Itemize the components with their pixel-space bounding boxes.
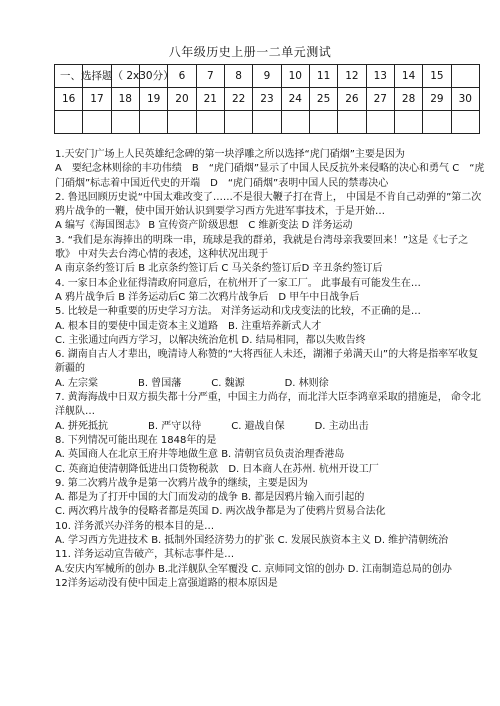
question-line: A. 学习西方先进技术 B. 抵制外国经济势力的扩张 C. 发展民族资本主义 D. 维护清朝统治 bbox=[55, 535, 449, 547]
grid-answer-cell[interactable] bbox=[423, 111, 451, 134]
question-line: A. 都是为了打开中国的大门而发动的战争 B. 都是因鸦片输入而引起的 bbox=[55, 492, 365, 504]
question-line: 10. 洋务派兴办洋务的根本目的是… bbox=[55, 520, 215, 532]
grid-cell: 27 bbox=[366, 88, 394, 111]
question-line: A 南京条约签订后 B 北京条约签订后 C 马关条约签订后D 辛丑条约签订后 bbox=[55, 263, 383, 275]
question-line: A. 英国商人在北京王府井等地做生意 B. 清朝官员负责治理香港岛 bbox=[55, 449, 345, 461]
question-line: 12洋务运动没有使中国走上富强道路的根本原因是 bbox=[55, 577, 278, 589]
question-line: A. 拼死抵抗 B. 严守以待 C. 避战自保 D. 主动出击 bbox=[55, 420, 369, 432]
grid-answer-cell[interactable] bbox=[55, 111, 83, 134]
grid-cell: 15 bbox=[423, 65, 451, 88]
grid-cell: 28 bbox=[394, 88, 422, 111]
question-line: C. 两次鸦片战争的侵略者都是英国 D. 两次战争都是为了使鸦片贸易合法化 bbox=[55, 506, 386, 518]
section-label: 一、选择题（ 2x30分） bbox=[60, 70, 174, 82]
grid-cell: 10 bbox=[281, 65, 309, 88]
grid-cell: 29 bbox=[423, 88, 451, 111]
question-line: A 鸦片战争后 B 洋务运动后C 第二次鸦片战争后 D 甲午中日战争后 bbox=[55, 291, 360, 303]
grid-answer-cell[interactable] bbox=[309, 111, 337, 134]
question-line: C. 主张通过向西方学习，以解决统治危机 D. 结局相同，都以失败告终 bbox=[55, 334, 366, 346]
grid-cell: 7 bbox=[196, 65, 224, 88]
grid-answer-cell[interactable] bbox=[281, 111, 309, 134]
question-line: A 编写《海国图志》 B 宣传资产阶级思想 C 维新变法 D 洋务运动 bbox=[55, 220, 353, 232]
question-line: 6. 湖南自古人才辈出，晚清诗人称赞的“大将西征人未还，湖湘子弟满天山”的大将是指率军收复新疆的 bbox=[55, 349, 479, 375]
grid-cell: 22 bbox=[224, 88, 252, 111]
grid-cell: 21 bbox=[196, 88, 224, 111]
grid-answer-cell[interactable] bbox=[338, 111, 366, 134]
question-line: A. 左宗棠 B. 曾国藩 C. 魏源 D. 林则徐 bbox=[55, 377, 329, 389]
grid-answer-cell[interactable] bbox=[139, 111, 167, 134]
question-line: 8. 下列情况可能出现在 1848年的是 bbox=[55, 434, 217, 446]
grid-cell: 18 bbox=[111, 88, 139, 111]
answer-grid-row-2 bbox=[55, 88, 480, 111]
question-line: 7. 黄海海战中日双方损失都十分严重，中国主力尚存，而北洋大臣李鸿章采取的措施是， 命令北洋舰队… bbox=[55, 392, 481, 418]
grid-cell: 16 bbox=[55, 88, 83, 111]
grid-answer-cell[interactable] bbox=[253, 111, 281, 134]
question-line: 2. 鲁迅回顾历史说“中国太难改变了……不是很大鞭子打在背上， 中国是不肯自己动弹的”第二次鸦片战争的一鞭，使中国开始认识到要学习西方先进军事技术，于是开始… bbox=[55, 191, 482, 218]
grid-cell bbox=[451, 65, 479, 88]
grid-answer-cell[interactable] bbox=[196, 111, 224, 134]
grid-cell: 12 bbox=[338, 65, 366, 88]
grid-cell: 17 bbox=[83, 88, 111, 111]
grid-cell: 30 bbox=[451, 88, 479, 111]
question-line: C. 英商迫使清朝降低进出口货物税款 D. 日本商人在苏州. 杭州开设工厂 bbox=[55, 463, 379, 475]
question-line: 3. “我们是东海捧出的明珠一串，琉球是我的群弟，我就是台湾母亲我要回来！”这是《七子之歌》 中对失去台湾心情的表述，这种状况出现于 bbox=[55, 234, 469, 261]
question-list bbox=[55, 148, 485, 591]
grid-cell: 19 bbox=[139, 88, 167, 111]
grid-answer-cell[interactable] bbox=[83, 111, 111, 134]
answer-grid-row-3 bbox=[55, 111, 480, 134]
grid-cell: 9 bbox=[253, 65, 281, 88]
grid-cell: 8 bbox=[224, 65, 252, 88]
grid-cell: 6 bbox=[168, 65, 196, 88]
grid-cell: 11 bbox=[309, 65, 337, 88]
grid-cell: 14 bbox=[394, 65, 422, 88]
question-line: 4. 一家日本企业征得清政府同意后，在杭州开了一家工厂。 此事最有可能发生在… bbox=[55, 277, 421, 289]
question-line: A. 根本目的要使中国走资本主义道路 B. 注重培养新式人才 bbox=[55, 320, 322, 332]
question-line: A 要纪念林则徐的丰功伟绩 B “虎门硝烟”显示了中国人民反抗外来侵略的决心和勇气 C “虎门硝烟”标志着中国近代史的开端 D “虎门硝烟”表明中国人民的禁毒决心 bbox=[55, 163, 485, 189]
question-line: 9. 第二次鸦片战争是第一次鸦片战争的继续，主要是因为 bbox=[55, 477, 308, 489]
grid-answer-cell[interactable] bbox=[451, 111, 479, 134]
question-line: 11. 洋务运动宣告破产，其标志事件是… bbox=[55, 549, 235, 561]
grid-answer-cell[interactable] bbox=[366, 111, 394, 134]
grid-cell: 26 bbox=[338, 88, 366, 111]
grid-answer-cell[interactable] bbox=[111, 111, 139, 134]
grid-cell: 24 bbox=[281, 88, 309, 111]
grid-answer-cell[interactable] bbox=[168, 111, 196, 134]
grid-cell: 13 bbox=[366, 65, 394, 88]
question-line: 1.天安门广场上人民英雄纪念碑的第一块浮雕之所以选择“虎门硝烟”主要是因为 bbox=[55, 149, 405, 160]
grid-cell: 23 bbox=[253, 88, 281, 111]
question-line: 5. 比较是一种重要的历史学习方法。 对洋务运动和戊戌变法的比较，不正确的是… bbox=[55, 306, 421, 318]
question-line: A.安庆内军械所的创办 B.北洋舰队全军覆没 C. 京师同文馆的创办 D. 江南制造总局的创办 bbox=[55, 563, 452, 575]
page-title: 八年级历史上册一二单元测试 bbox=[168, 45, 332, 59]
grid-answer-cell[interactable] bbox=[224, 111, 252, 134]
grid-cell: 25 bbox=[309, 88, 337, 111]
grid-answer-cell[interactable] bbox=[394, 111, 422, 134]
grid-cell: 20 bbox=[168, 88, 196, 111]
